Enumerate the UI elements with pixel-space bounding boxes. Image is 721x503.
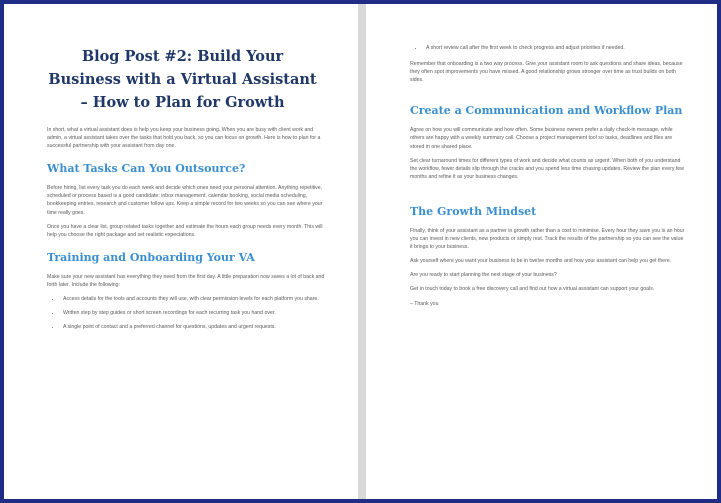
- list-item: • A single point of contact and a preferred channel for questions, updates and urgent requests.: [61, 323, 328, 331]
- list-item: • Access details for the tools and accounts they will use, with clear permission levels for each platform you share.: [61, 295, 328, 303]
- sign-off: – Thank you: [410, 300, 439, 307]
- post-title: Blog Post #2: Build Your Business with a Virtual Assistant – How to Plan for Growth: [48, 48, 317, 111]
- intro-paragraph: In short, what a virtual assistant does is help you keep your business going. When you are busy with client work and admin, a virtual assistant takes over the tasks that hold you back, so you can focus on growth. Here is how to plan for a successful partnership with your assistant from day one.: [47, 127, 321, 150]
- paragraph: Get in touch today to book a free discovery call and find out how a virtual assistant can support your goals.: [410, 286, 655, 293]
- list-item: • Written step by step guides or short screen recordings for each recurring task you hand over.: [61, 309, 328, 317]
- paragraph: Once you have a clear list, group related tasks together and estimate the hours each group needs every month. This will help you choose the right package and set realistic expectations.: [47, 223, 323, 238]
- paragraph: Finally, think of your assistant as a partner in growth rather than a cost to minimise. Every hour they save you is an hour you can invest in new clients, new products or simply rest. Track the results of the partnership so you can see the value it brings to your business.: [410, 227, 685, 251]
- section-heading-training: Training and Onboarding Your VA: [47, 250, 255, 264]
- left-page: [4, 4, 358, 499]
- paragraph: Before hiring, list every task you do each week and decide which ones need your personal attention. Anything repetitive, scheduled or process based is a good candidate: inbox management, calendar booking, social media scheduling, bookkeeping entries, research and customer follow ups. Keep a simple record for two weeks so you can see where your time really goes.: [47, 185, 323, 216]
- section-heading-growth: The Growth Mindset: [410, 204, 537, 218]
- bullet-list: [47, 295, 328, 331]
- paragraph: Ask yourself where you want your business to be in twelve months and how your assistant can help you get there.: [410, 258, 672, 265]
- paragraph: Agree on how you will communicate and how often. Some business owners prefer a daily check-in message, while others are happy with a weekly summary call. Choose a project management tool so tasks, deadlines and files are stored in one shared place.: [410, 127, 673, 150]
- paragraph: Set clear turnaround times for different types of work and decide what counts as urgent. When both of you understand the workflow, fewer details slip through the cracks and you spend less time chasing updates. Review the plan every few months and refine it as your business changes.: [410, 157, 684, 180]
- paragraph: Remember that onboarding is a two way process. Give your assistant room to ask questions and share ideas, because they often spot improvements you have missed. A good relationship grows stronger over time as trust builds on both sides.: [410, 61, 683, 84]
- paragraph: Make sure your new assistant has everything they need from the first day. A little preparation now saves a lot of back and forth later. Include the following:: [47, 273, 325, 288]
- section-heading-tasks: What Tasks Can You Outsource?: [47, 162, 246, 176]
- right-page: [366, 4, 717, 499]
- bullet-list: [410, 44, 685, 52]
- document-spread: [4, 4, 717, 499]
- section-heading-communication: Create a Communication and Workflow Plan: [410, 104, 683, 118]
- list-item: • A short review call after the first week to check progress and adjust priorities if needed.: [424, 44, 685, 52]
- paragraph: Are you ready to start planning the next stage of your business?: [410, 272, 557, 279]
